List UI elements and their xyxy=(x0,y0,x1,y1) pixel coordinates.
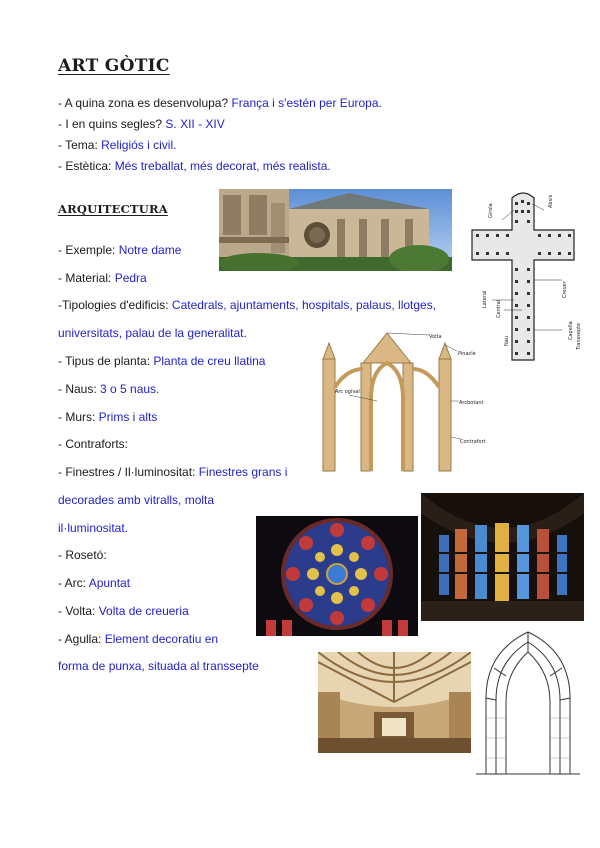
arch-line-windows xyxy=(58,465,287,479)
line-label: - Estètica: xyxy=(58,159,115,173)
line-value: Prims i alts xyxy=(98,410,158,424)
stained-glass-windows-photo xyxy=(421,493,584,621)
arch-line-spire xyxy=(58,632,218,646)
line-label: - Volta: xyxy=(58,604,99,618)
line-label: - Material: xyxy=(58,271,115,285)
ribbed-vault-photo xyxy=(318,652,471,753)
line-value: forma de punxa, situada al transsepte xyxy=(58,659,259,673)
arch-line-material xyxy=(58,271,147,285)
line-value: Religiós i civil. xyxy=(101,138,177,152)
arch-line-buttresses xyxy=(58,437,128,451)
line-value: Element decoratiu en xyxy=(104,632,219,646)
arch-line-spire-cont xyxy=(58,659,259,673)
section-label: Volta xyxy=(429,334,442,340)
plan-label: Nau xyxy=(504,336,510,346)
line-value: Volta de creueria xyxy=(98,604,189,618)
line-label: - Murs: xyxy=(58,410,99,424)
line-label: - Tipus de planta: xyxy=(58,354,154,368)
notre-dame-photo xyxy=(219,189,452,271)
line-value: Finestres grans i xyxy=(198,465,288,479)
line-value: il·luminositat. xyxy=(58,521,129,535)
intro-line-theme xyxy=(58,138,176,152)
intro-line-aesthetic xyxy=(58,159,331,173)
line-value: Notre dame xyxy=(118,243,182,257)
arch-line-plan xyxy=(58,354,265,368)
line-label: - Contraforts: xyxy=(58,437,129,451)
section-label: Pinacle xyxy=(458,351,476,357)
line-label: - Tema: xyxy=(58,138,102,152)
line-value: Pedra xyxy=(114,271,147,285)
pointed-arch-drawing xyxy=(472,628,584,776)
arch-line-rose xyxy=(58,548,107,562)
line-value: universitats, palau de la generalitat. xyxy=(58,326,247,340)
section-label: Arcbotant xyxy=(459,400,484,406)
cross-section-diagram xyxy=(319,329,491,475)
arch-line-arch xyxy=(58,576,130,590)
arch-line-example xyxy=(58,243,181,257)
line-label: - A quina zona es desenvolupa? xyxy=(58,96,232,110)
line-label: -Tipologies d'edificis: xyxy=(58,298,172,312)
page-title: ART GÒTIC xyxy=(58,56,170,76)
line-value: S. XII - XIV xyxy=(165,117,225,131)
plan-label: Girola xyxy=(488,203,494,218)
plan-label: Transsepte xyxy=(576,322,582,350)
plan-label: Lateral xyxy=(482,290,488,308)
arch-line-typologies-cont xyxy=(58,326,247,340)
arch-line-typologies xyxy=(58,298,436,312)
line-value: Catedrals, ajuntaments, hospitals, palaus, llotges, xyxy=(171,298,437,312)
plan-label: Capella xyxy=(568,321,574,340)
arch-line-naves xyxy=(58,382,159,396)
line-label: - Arc: xyxy=(58,576,89,590)
section-title: ARQUITECTURA xyxy=(58,202,168,216)
line-label: - Rosetó: xyxy=(58,548,107,562)
line-value: decorades amb vitralls, molta xyxy=(58,493,215,507)
arch-line-walls xyxy=(58,410,157,424)
rose-window-photo xyxy=(256,516,418,636)
section-label: Contrafort xyxy=(460,439,486,445)
line-label: - Agulla: xyxy=(58,632,105,646)
line-value: 3 o 5 naus. xyxy=(100,382,160,396)
line-label: - Exemple: xyxy=(58,243,119,257)
plan-label: Creuer xyxy=(562,281,568,298)
arch-line-windows-cont1 xyxy=(58,493,214,507)
plan-label: Absis xyxy=(548,194,554,208)
arch-line-vault xyxy=(58,604,189,618)
line-value: França i s'estén per Europa. xyxy=(231,96,382,110)
arch-line-windows-cont2 xyxy=(58,521,128,535)
line-value: Més treballat, més decorat, més realista. xyxy=(114,159,331,173)
plan-label: Central xyxy=(496,299,502,318)
line-label: - I en quins segles? xyxy=(58,117,166,131)
line-value: Planta de creu llatina xyxy=(153,354,266,368)
line-label: - Naus: xyxy=(58,382,101,396)
intro-line-zone xyxy=(58,96,382,110)
line-value: Apuntat xyxy=(88,576,131,590)
line-label: - Finestres / Il·luminositat: xyxy=(58,465,199,479)
section-label: Arc ogival xyxy=(335,389,360,395)
intro-line-centuries xyxy=(58,117,225,131)
